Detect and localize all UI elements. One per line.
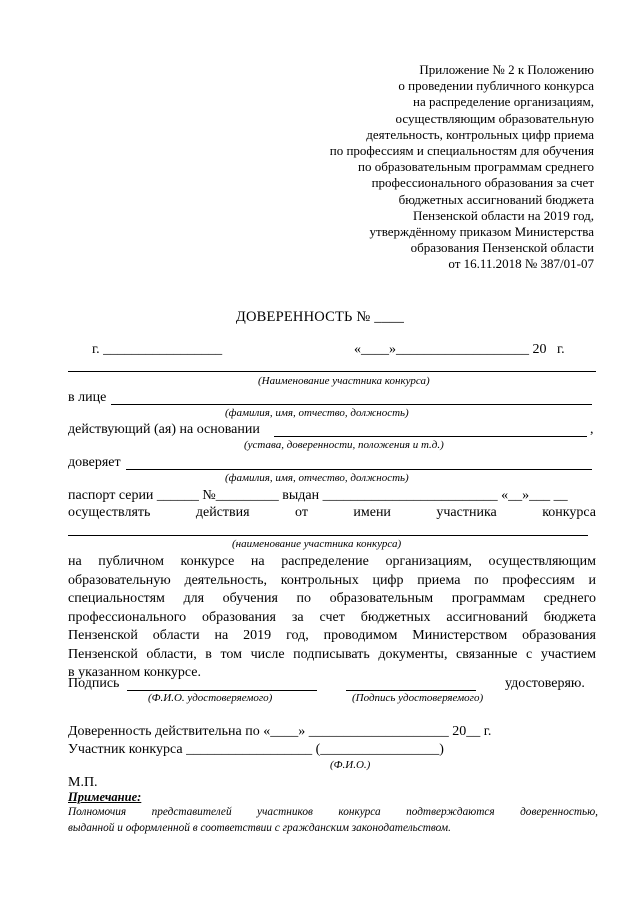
- carry-word: участника: [436, 505, 497, 520]
- entrusts-label: доверяет: [68, 455, 121, 470]
- signature-label: Подпись: [68, 676, 120, 691]
- participant-name-line[interactable]: [68, 371, 596, 372]
- carry-word: конкурса: [542, 505, 596, 520]
- header-line: о проведении публичного конкурса: [398, 78, 594, 94]
- carry-word: осуществлять: [68, 505, 151, 520]
- signature-sign-line[interactable]: [346, 690, 476, 691]
- signature-certified-caption: (Подпись удостоверяемого): [352, 692, 484, 704]
- in-person-label: в лице: [68, 390, 107, 405]
- basis-caption: (устава, доверенности, положения и т.д.): [244, 439, 444, 451]
- stamp-place: М.П.: [68, 775, 98, 790]
- header-line: профессионального образования за счет: [371, 175, 594, 191]
- header-line: образования Пензенской области: [410, 240, 594, 256]
- acting-basis-comma: ,: [590, 422, 594, 437]
- body-line: образовательную деятельность, контрольных цифр приема по профессиям и: [68, 572, 596, 588]
- city-field[interactable]: г. _________________: [92, 342, 223, 357]
- fio-position-caption-2: (фамилия, имя, отчество, должность): [225, 472, 409, 484]
- carry-actions-row: [68, 505, 596, 521]
- carry-word: имени: [353, 505, 391, 520]
- note-title: Примечание:: [68, 790, 142, 804]
- signature-fio-line[interactable]: [127, 690, 317, 691]
- header-line: осуществляющим образовательную: [395, 110, 594, 126]
- header-line: деятельность, контрольных цифр приема: [366, 126, 594, 142]
- fio-caption: (Ф.И.О.): [330, 759, 371, 771]
- document-title: ДОВЕРЕННОСТЬ № ____: [235, 309, 405, 325]
- in-person-line[interactable]: [111, 404, 592, 405]
- body-paragraph: [68, 553, 596, 683]
- fio-position-caption: (фамилия, имя, отчество, должность): [225, 407, 409, 419]
- carry-word: действия: [195, 505, 250, 520]
- body-line: профессионального образования за счет бюджетных ассигнований бюджета: [68, 609, 596, 625]
- header-line: по образовательным программам среднего: [358, 159, 594, 175]
- header-line: от 16.11.2018 № 387/01-07: [448, 256, 594, 272]
- passport-field[interactable]: паспорт серии ______ №_________ выдан _________________________ «__»___ __: [68, 488, 568, 503]
- fio-certified-caption: (Ф.И.О. удостоверяемого): [148, 692, 273, 704]
- participant-signature-field[interactable]: Участник конкурса __________________ (_________________): [68, 742, 444, 757]
- body-line: в указанном конкурсе.: [68, 665, 202, 680]
- note-line: выданной и оформленной в соответствии с гражданским законодательством.: [68, 821, 451, 834]
- acting-basis-line[interactable]: [274, 436, 587, 437]
- acting-basis-label: действующий (ая) на основании: [68, 422, 260, 437]
- validity-field[interactable]: Доверенность действительна по «____» ____________________ 20__ г.: [68, 724, 492, 739]
- certify-text: удостоверяю.: [505, 676, 585, 691]
- header-line: Пензенской области на 2019 год,: [412, 207, 594, 223]
- note-text: [68, 805, 598, 836]
- carry-word: от: [295, 505, 308, 520]
- header-line: по профессиям и специальностям для обучения: [329, 143, 594, 159]
- header-line: на распределение организациям,: [413, 94, 594, 110]
- body-line: Пензенской области, в том числе подписывать документы, связанные с участием: [68, 646, 596, 662]
- header-line: утверждённому приказом Министерства: [369, 224, 594, 240]
- body-line: Пензенской области на 2019 год, проводимом Министерством образования: [68, 628, 596, 643]
- date-field[interactable]: «____»___________________ 20 г.: [354, 342, 565, 357]
- body-line: на публичном конкурсе на распределение организациям, осуществляющим: [68, 554, 596, 569]
- entrusts-line[interactable]: [126, 469, 592, 470]
- participant-name-caption: (Наименование участника конкурса): [258, 375, 430, 387]
- header-line: бюджетных ассигнований бюджета: [398, 191, 594, 207]
- note-line: Полномочия представителей участников конкурса подтверждаются доверенностью,: [68, 806, 598, 818]
- participant-name-line-2[interactable]: [68, 535, 588, 536]
- body-line: специальностям для обучения по образовательным программам среднего: [68, 591, 596, 606]
- participant-name-caption-2: (наименование участника конкурса): [232, 538, 402, 550]
- appendix-header: [274, 62, 594, 273]
- header-line: Приложение № 2 к Положению: [419, 62, 594, 77]
